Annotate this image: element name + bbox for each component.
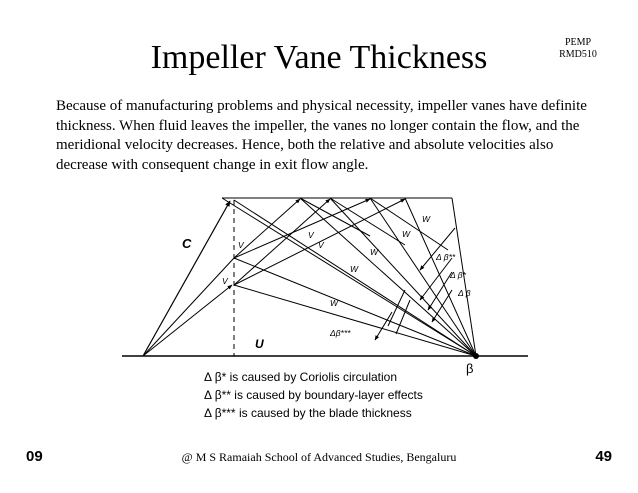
legend-symbol: Δ β** — [204, 388, 231, 402]
label-c: C — [182, 236, 192, 251]
legend-text: is caused by Coriolis circulation — [229, 370, 398, 384]
v-line — [234, 199, 370, 258]
legend-text: is caused by the blade thickness — [238, 406, 412, 420]
label-u: U — [255, 337, 264, 351]
label-delta-beta-3: Δβ*** — [330, 328, 351, 338]
legend-text: is caused by boundary-layer effects — [234, 388, 423, 402]
label-delta-beta-1: Δ β* — [450, 270, 466, 280]
label-w: W — [402, 229, 411, 239]
label-w: W — [330, 298, 339, 308]
absolute-velocity-c — [143, 201, 230, 356]
label-v: V — [238, 240, 244, 250]
label-w: W — [370, 247, 379, 257]
legend-symbol: Δ β*** — [204, 406, 236, 420]
angle-arrow — [428, 272, 452, 310]
label-delta-beta-2: Δ β** — [436, 252, 456, 262]
w-line — [234, 285, 476, 356]
w-line — [234, 200, 476, 356]
legend-row — [204, 406, 412, 420]
slide-title: Impeller Vane Thickness — [150, 39, 488, 76]
label-v: V — [308, 230, 314, 240]
legend-symbol: Δ β* — [204, 370, 227, 384]
convergence-point — [473, 353, 479, 359]
footer-slide-code: 09 — [26, 448, 43, 465]
label-v: V — [222, 276, 228, 286]
v-line — [234, 199, 330, 285]
label-w: W — [422, 214, 431, 224]
label-v: V — [318, 240, 324, 250]
course-code-top: PEMP — [564, 37, 592, 48]
body-paragraph: Because of manufacturing problems and physical necessity, impeller vanes have definite thickness. When fluid leaves the impeller, the vanes no longer contain the flow, and the meridional velocity decreases. Hence, both the relative and absolute velocities also decrease with consequent change in exit flow angle. — [56, 98, 587, 173]
label-delta-beta-0: Δ β — [458, 288, 471, 298]
velocity-v-line — [143, 258, 234, 356]
footer-page-number: 49 — [595, 448, 612, 465]
label-w: W — [350, 264, 359, 274]
course-code-bottom: RMD510 — [559, 49, 597, 60]
legend-row — [204, 388, 423, 402]
v-line — [234, 199, 300, 258]
footer-institution: @ M S Ramaiah School of Advanced Studies, Bengaluru — [181, 450, 457, 464]
legend-row — [204, 370, 397, 384]
velocity-v-line — [143, 285, 232, 356]
label-beta: β — [466, 361, 474, 376]
